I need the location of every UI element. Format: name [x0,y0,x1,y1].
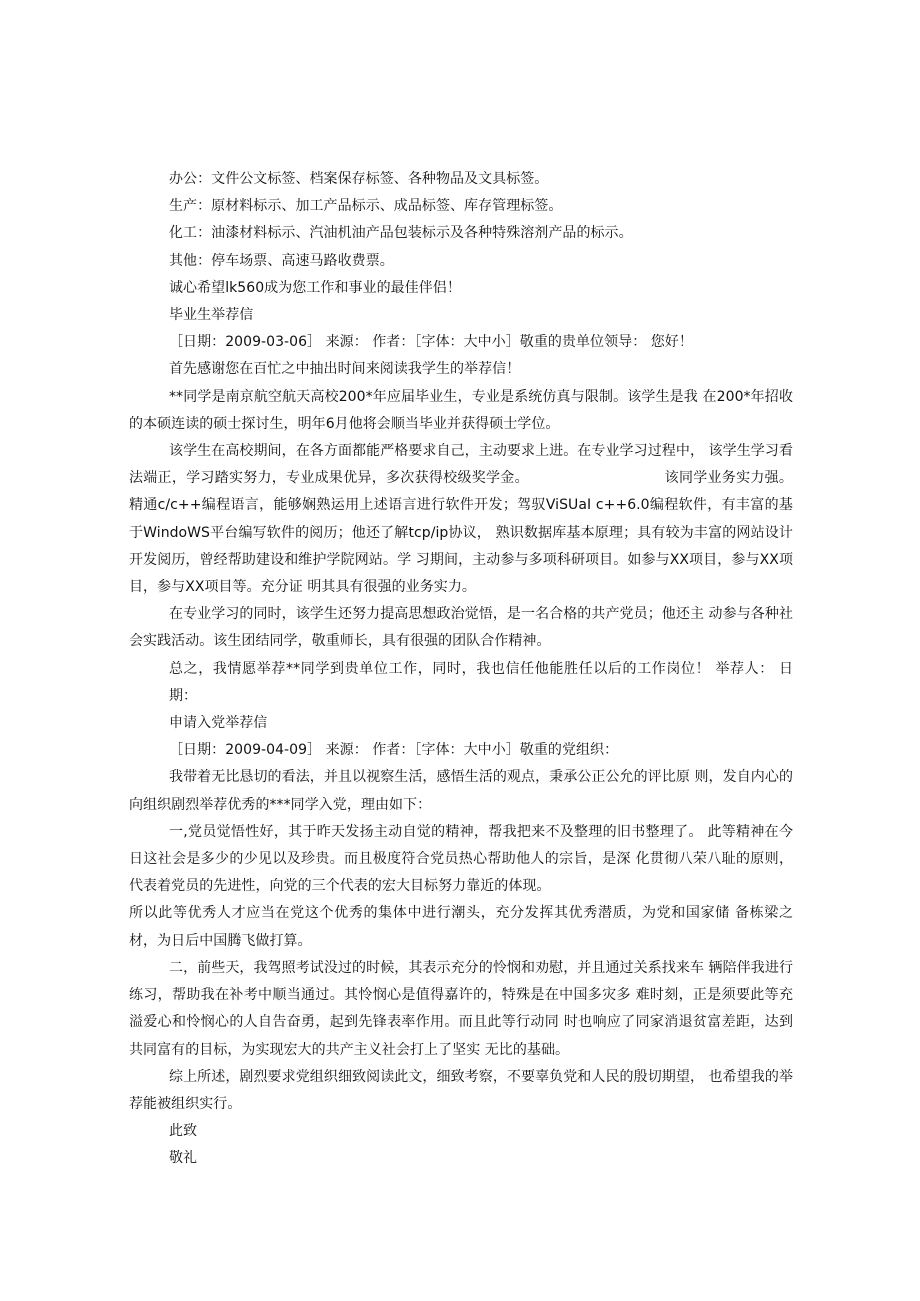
letter2-point-2: 二，前些天，我驾照考试没过的时候，其表示充分的怜悯和劝慰，并且通过关系找来车 辆陪伴我进行练习，帮助我在补考中顺当通过。其怜悯心是值得嘉许的，特殊是在中国多灾多 难时刻，正是须要此等充溢爱心和怜悯心的人自告奋勇，起到先锋表率作用。而且此等行动同 时也响应了同家消退贫富差距，达到共同富有的目标，为实现宏大的共产主义社会打上了坚实 无比的基础。 [129,959,793,1058]
hope-line: 诚心希望lk560成为您工作和事业的最佳伴侣！ [169,279,461,296]
letter2-point-1: 一,党员觉悟性好，其于昨天发扬主动自觉的精神，帮我把来不及整理的旧书整理了。 此等精神在今日这社会是多少的少见以及珍贵。而且极度符合党员热心帮助他人的宗旨，是深 化贯彻八荣八耻的原则，代表着党员的先进性，向党的三个代表的宏大目标努力靠近的体现。 [129,823,793,895]
chemical-line: 化工：油漆材料标示、汽油机油产品包装标示及各种特殊溶剂产品的标示。 [169,225,633,242]
letter2-summary: 综上所述，剧烈要求党组织细致阅读此文，细致考察，不要辜负党和人民的殷切期望， 也希望我的举荐能被组织实行。 [129,1068,793,1112]
document-body [129,166,793,1173]
letter1-paragraph-2: 该学生在高校期间，在各方面都能严格要求自己，主动要求上进。在专业学习过程中， 该学生学习看法端正，学习踏实努力，专业成果优异，多次获得校级奖学金。 该同学业务实力强。精通c/c++编程语言，能够娴熟运用上述语言进行软件开发；驾驭ViSUaI c++6.0编程软件，有丰富的基于WindoWS平台编写软件的阅历；他还了解tcp/ip协议， 熟识数据库基本原理；具有较为丰富的网站设计开发阅历，曾经帮助建设和维护学院网站。学 习期间，主动参与多项科研项目。如参与XX项目，参与XX项目，参与XX项目等。充分证 明其具有很强的业务实力。 [129,443,793,596]
letter1-meta: ［日期：2009-03-06］ 来源： 作者：［字体：大中小］敬重的贵单位领导： 您好！ [169,334,693,351]
letter1-paragraph-3: 在专业学习的同时，该学生还努力提高思想政治觉悟，是一名合格的共产党员；他还主 动参与各种社会实践活动。该生团结同学，敬重师长，具有很强的团队合作精神。 [129,606,793,650]
letter1-paragraph-4: 总之，我情愿举荐**同学到贵单位工作，同时，我也信任他能胜任以后的工作岗位！ 举荐人： 日期： [169,660,793,704]
letter1-paragraph-1: **同学是南京航空航天高校200*年应届毕业生，专业是系统仿真与限制。该学生是我 在200*年招收的本硕连读的硕士探讨生，明年6月他将会顺当毕业并获得硕士学位。 [129,388,793,432]
letter2-closing-1: 此致 [169,1123,198,1140]
letter2-meta: ［日期：2009-04-09］ 来源： 作者：［字体：大中小］敬重的党组织： [169,742,619,759]
letter2-intro: 我带着无比恳切的看法，并且以视察生活，感悟生活的观点，秉承公正公允的评比原 则，发自内心的向组织剧烈举荐优秀的***同学入党，理由如下： [129,769,793,813]
production-line: 生产：原材料标示、加工产品标示、成品标签、库存管理标签。 [169,198,563,215]
letter1-thanks: 首先感谢您在百忙之中抽出时间来阅读我学生的举荐信！ [169,361,521,378]
letter1-title: 毕业生举荐信 [169,307,254,324]
letter2-title: 申请入党举荐信 [169,715,268,732]
letter2-closing-2: 敬礼 [169,1150,198,1167]
office-line: 办公：文件公文标签、档案保存标签、各种物品及文具标签。 [169,171,549,187]
letter2-point-1-continued: 所以此等优秀人才应当在党这个优秀的集体中进行潮头，充分发挥其优秀潜质，为党和国家储 备栋梁之材，为日后中国腾飞做打算。 [129,905,793,949]
other-line: 其他：停车场票、高速马路收费票。 [169,252,394,269]
